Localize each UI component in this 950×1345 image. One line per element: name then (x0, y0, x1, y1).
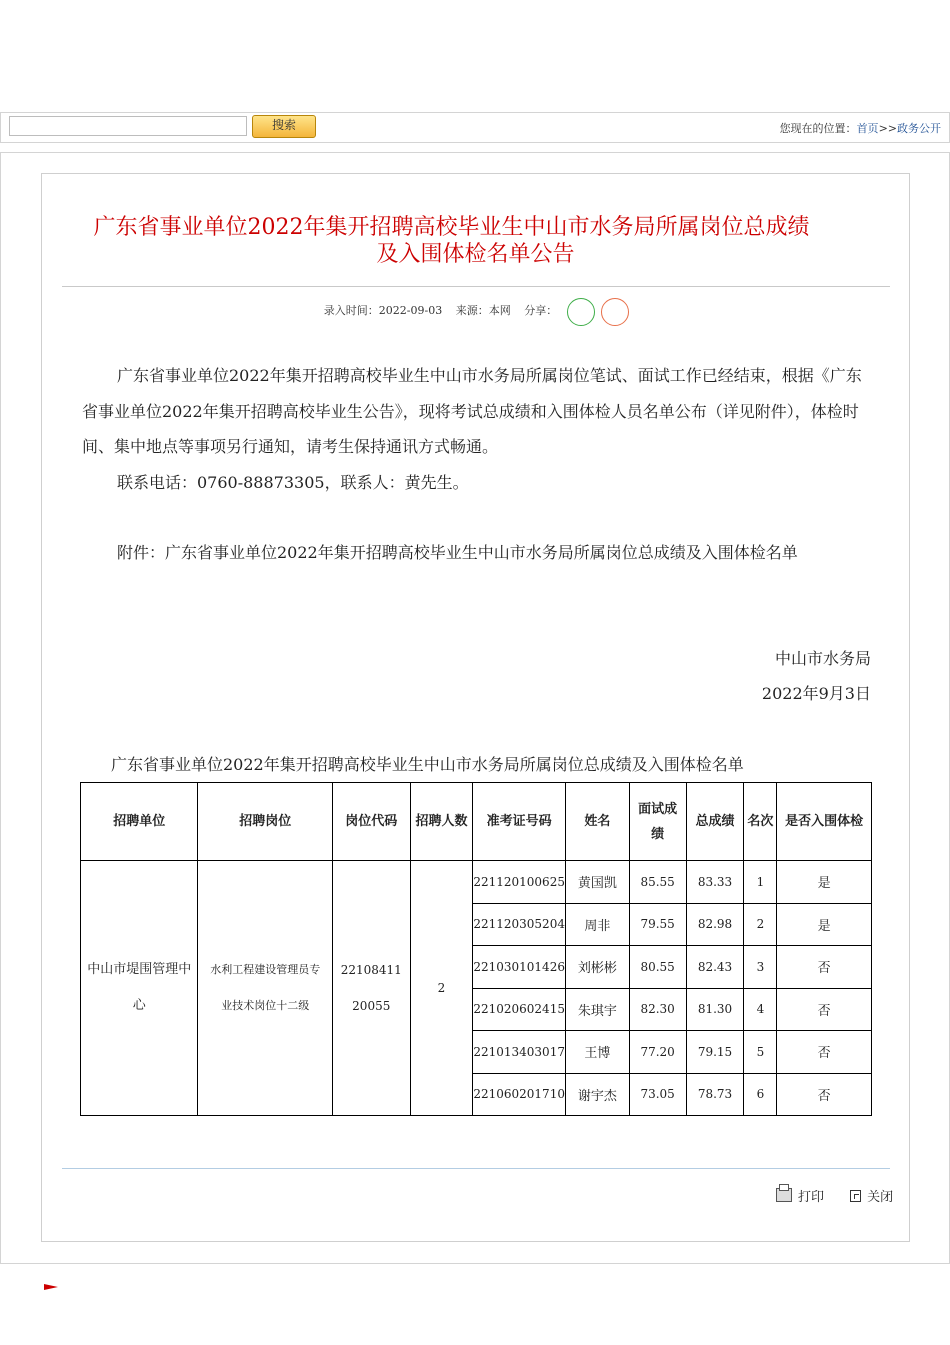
unit-cell: 中山市堤围管理中心 (81, 861, 198, 1116)
rank-cell: 1 (744, 861, 777, 904)
pass-cell: 否 (777, 1031, 872, 1074)
header-exam-id: 准考证号码 (473, 783, 566, 861)
footer-logo-mark (44, 1284, 58, 1290)
total-cell: 82.98 (686, 903, 744, 946)
close-label: 关闭 (867, 1190, 894, 1205)
article-panel (41, 173, 910, 1242)
exam-id-cell: 221120100625 (473, 861, 566, 904)
header-pass: 是否入围体检 (777, 783, 872, 861)
total-cell: 79.15 (686, 1031, 744, 1074)
search-input[interactable] (9, 116, 247, 136)
header-count: 招聘人数 (410, 783, 473, 861)
name-cell: 周非 (565, 903, 629, 946)
exam-id-cell: 221060201710 (473, 1073, 566, 1116)
name-cell: 谢宇杰 (565, 1073, 629, 1116)
source: 来源：本网 (455, 304, 511, 317)
total-cell: 81.30 (686, 988, 744, 1031)
name-cell: 王博 (565, 1031, 629, 1074)
print-button[interactable] (776, 1186, 824, 1205)
wechat-share-icon[interactable] (567, 298, 595, 326)
total-cell: 82.43 (686, 946, 744, 989)
footer-divider (62, 1168, 890, 1169)
breadcrumb-section-link[interactable]: 政务公开 (897, 122, 941, 135)
interview-cell: 80.55 (629, 946, 686, 989)
exam-id-cell: 221120305204 (473, 903, 566, 946)
header-post: 招聘岗位 (198, 783, 332, 861)
publish-date: 录入时间：2022-09-03 (323, 304, 443, 317)
header-code: 岗位代码 (332, 783, 410, 861)
content-frame (0, 152, 950, 1264)
rank-cell: 2 (744, 903, 777, 946)
rank-cell: 6 (744, 1073, 777, 1116)
pass-cell: 是 (777, 903, 872, 946)
pass-cell: 否 (777, 946, 872, 989)
header-total: 总成绩 (686, 783, 744, 861)
title-line-2: 及入围体检名单公告 (376, 242, 575, 267)
weibo-share-icon[interactable] (601, 298, 629, 326)
title-line-1: 广东省事业单位2022年集开招聘高校毕业生中山市水务局所属岗位总成绩 (93, 215, 810, 240)
attachment-paragraph: 附件：广东省事业单位2022年集开招聘高校毕业生中山市水务局所属岗位总成绩及入围体检名单 (117, 543, 798, 562)
header-unit: 招聘单位 (81, 783, 198, 861)
print-label: 打印 (798, 1190, 825, 1205)
rank-cell: 4 (744, 988, 777, 1031)
exam-id-cell: 221020602415 (473, 988, 566, 1031)
title-divider (62, 286, 890, 287)
interview-cell: 85.55 (629, 861, 686, 904)
page-title (42, 214, 909, 268)
printer-icon (776, 1188, 792, 1202)
exam-id-cell: 221030101426 (473, 946, 566, 989)
close-icon (850, 1190, 861, 1202)
article-body (82, 358, 862, 571)
signature-org: 中山市水务局 (774, 649, 871, 668)
interview-cell: 79.55 (629, 903, 686, 946)
contact-paragraph: 联系电话：0760-88873305，联系人：黄先生。 (117, 472, 469, 492)
table-header-row (81, 783, 872, 861)
table-caption: 广东省事业单位2022年集开招聘高校毕业生中山市水务局所属岗位总成绩及入围体检名单 (111, 755, 744, 774)
article-actions (754, 1186, 893, 1205)
interview-cell: 77.20 (629, 1031, 686, 1074)
table-row (81, 861, 872, 904)
header-interview: 面试成绩 (629, 783, 686, 861)
exam-id-cell: 221013403017 (473, 1031, 566, 1074)
body-paragraph: 广东省事业单位2022年集开招聘高校毕业生中山市水务局所属岗位笔试、面试工作已经结束，根据《广东省事业单位2022年集开招聘高校毕业生公告》，现将考试总成绩和入围体检人员名单公布（详见附件），体检时间、集中地点等事项另行通知，请考生保持通讯方式畅通。 (82, 366, 862, 456)
breadcrumb-prefix: 您现在的位置： (779, 122, 857, 135)
interview-cell: 73.05 (629, 1073, 686, 1116)
search-bar (0, 112, 950, 143)
header-name: 姓名 (565, 783, 629, 861)
pass-cell: 否 (777, 1073, 872, 1116)
header-rank: 名次 (744, 783, 777, 861)
pass-cell: 否 (777, 988, 872, 1031)
total-cell: 83.33 (686, 861, 744, 904)
article-meta (42, 302, 909, 318)
name-cell: 朱琪宇 (565, 988, 629, 1031)
interview-cell: 82.30 (629, 988, 686, 1031)
search-button[interactable]: 搜索 (252, 115, 316, 138)
rank-cell: 3 (744, 946, 777, 989)
post-cell: 水利工程建设管理员专业技术岗位十二级 (198, 861, 332, 1116)
results-table (80, 782, 872, 1116)
count-cell: 2 (410, 861, 473, 1116)
pass-cell: 是 (777, 861, 872, 904)
name-cell: 黄国凯 (565, 861, 629, 904)
total-cell: 78.73 (686, 1073, 744, 1116)
code-cell: 2210841120055 (332, 861, 410, 1116)
breadcrumb-home-link[interactable]: 首页 (856, 122, 879, 135)
close-button[interactable] (850, 1186, 893, 1205)
breadcrumb-separator: >> (878, 122, 897, 135)
rank-cell: 5 (744, 1031, 777, 1074)
share-label: 分享： (524, 304, 558, 317)
name-cell: 刘彬彬 (565, 946, 629, 989)
signature-date: 2022年9月3日 (761, 684, 871, 703)
breadcrumb (780, 120, 941, 136)
